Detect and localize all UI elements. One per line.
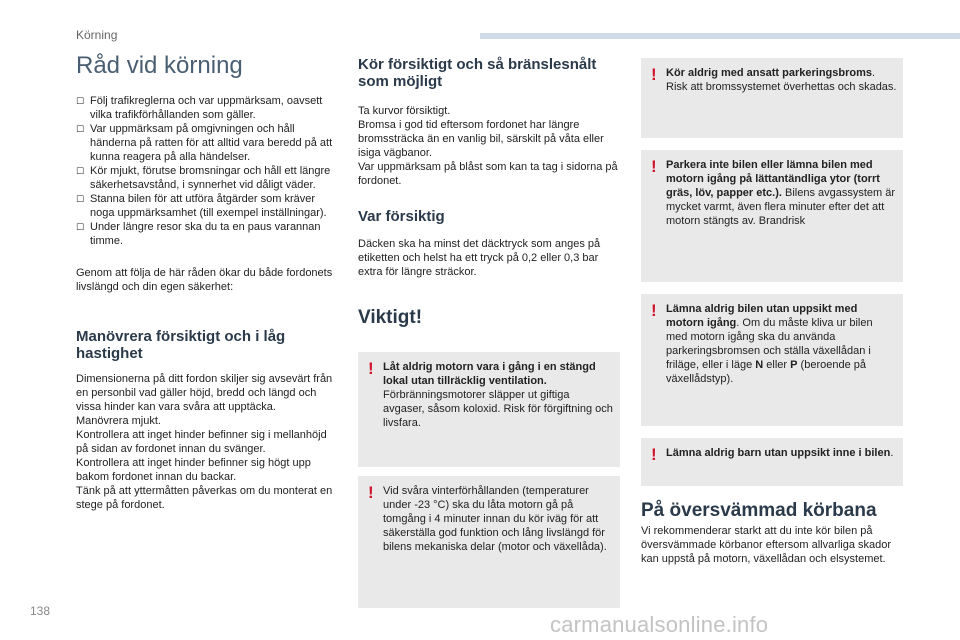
column-driving-tips [76, 52, 338, 512]
be-careful-heading: Var försiktig [358, 208, 445, 225]
flood-heading: På översvämmad körbana [641, 500, 877, 521]
tips-list [76, 94, 338, 248]
warning-box-parking-brake: ! Kör aldrig med ansatt parkeringsbroms. Risk att bromssystemet överhettas och skadas. [641, 58, 903, 138]
warning-icon: ! [651, 445, 657, 464]
tyre-pressure-text: Däcken ska ha minst det däcktryck som anges på etiketten och helst ha ett tryck på 0,2 eller 0,3 bar extra för längre sträckor. [358, 238, 601, 278]
flood-text: Vi rekommenderar starkt att du inte kör bilen på översvämmade körbanor eftersom allvarliga skador kan uppstå på motorn, växellådan och elsystemet. [641, 525, 892, 565]
page-title: Råd vid körning [76, 52, 243, 79]
careful-driving-text: Ta kurvor försiktigt. Bromsa i god tid eftersom fordonet har längre bromssträcka än en vanlig bil, särskilt på våta eller isiga vägbanor. Var uppmärksam på blåst som kan ta tag i sidorna på fordonet. [358, 105, 618, 187]
maneuver-heading: Manövrera försiktigt och i låg hastighet [76, 328, 286, 362]
page-number: 138 [30, 604, 51, 618]
summary-text: Genom att följa de här råden ökar du både fordonets livslängd och din egen säkerhet: [76, 267, 333, 293]
list-item: ☐ Under längre resor ska du ta en paus varannan timme. [76, 221, 321, 247]
warning-icon: ! [651, 301, 657, 320]
checkbox-bullet-icon: ☐ [76, 194, 85, 204]
list-item: ☐ Stanna bilen för att utföra åtgärder som kräver noga uppmärksamhet (till exempel inställningar). [76, 193, 327, 219]
warning-box-flammable-surface: ! Parkera inte bilen eller lämna bilen med motorn igång på lättantändliga ytor (torrt gräs, löv, papper etc.). Bilens avgassystem är mycket varmt, även flera minuter efter det att motorn stängts av. Brandrisk [641, 150, 903, 282]
list-item: ☐ Följ trafikreglerna och var uppmärksam, oavsett vilka trafikförhållanden som gäller. [76, 95, 323, 121]
important-heading: Viktigt! [358, 307, 423, 328]
checkbox-bullet-icon: ☐ [76, 222, 85, 232]
warning-box-winter: ! Vid svåra vinterförhållanden (temperaturer under -23 °C) ska du låta motorn gå på tomgång i 4 minuter innan du kör iväg för att säkerställa god funktion och lång livslängd för bilens mekaniska delar (motor och växellåda). [358, 476, 620, 608]
list-item: ☐ Kör mjukt, förutse bromsningar och håll ett längre säkerhetsavstånd, i synnerhet vid dåligt väder. [76, 165, 331, 191]
list-item: ☐ Var uppmärksam på omgivningen och håll händerna på ratten för att alltid vara beredd på att kunna reagera på alla händelser. [76, 123, 333, 163]
section-label: Körning [76, 28, 118, 42]
checkbox-bullet-icon: ☐ [76, 166, 85, 176]
warning-icon: ! [368, 483, 374, 502]
watermark: carmanualsonline.info [550, 612, 769, 637]
warning-box-unattended-engine: ! Lämna aldrig bilen utan uppsikt med motorn igång. Om du måste kliva ur bilen med motorn igång ska du använda parkeringsbromsen och ställa växellådan i friläge, eller i läge N eller P (beroende på växellådstyp). [641, 294, 903, 426]
checkbox-bullet-icon: ☐ [76, 96, 85, 106]
column-careful-driving [358, 56, 620, 329]
careful-driving-heading: Kör försiktigt och så bränslesnålt som möjligt [358, 56, 597, 90]
warning-icon: ! [368, 359, 374, 378]
maneuver-text: Dimensionerna på ditt fordon skiljer sig avsevärt från en personbil vad gäller höjd, bredd och längd och vissa hinder kan vara svåra att upptäcka. Manövrera mjukt. Kontrollera att inget hinder befinner sig i mellanhöjd på sidan av fordonet innan du svänger. Kontrollera att inget hinder befinner sig högt upp bakom fordonet innan du backar. Tänk på att yttermåtten påverkas om du monterat en stege på fordonet. [76, 373, 333, 511]
warning-icon: ! [651, 65, 657, 84]
warning-box-children: ! Lämna aldrig barn utan uppsikt inne i bilen. [641, 438, 903, 486]
warning-icon: ! [651, 157, 657, 176]
checkbox-bullet-icon: ☐ [76, 124, 85, 134]
warning-box-ventilation: ! Låt aldrig motorn vara i gång i en stängd lokal utan tillräcklig ventilation. Förbränningsmotorer släpper ut giftiga avgaser, såsom koloxid. Risk för förgiftning och livsfara. [358, 352, 620, 467]
header-bar [480, 33, 960, 39]
